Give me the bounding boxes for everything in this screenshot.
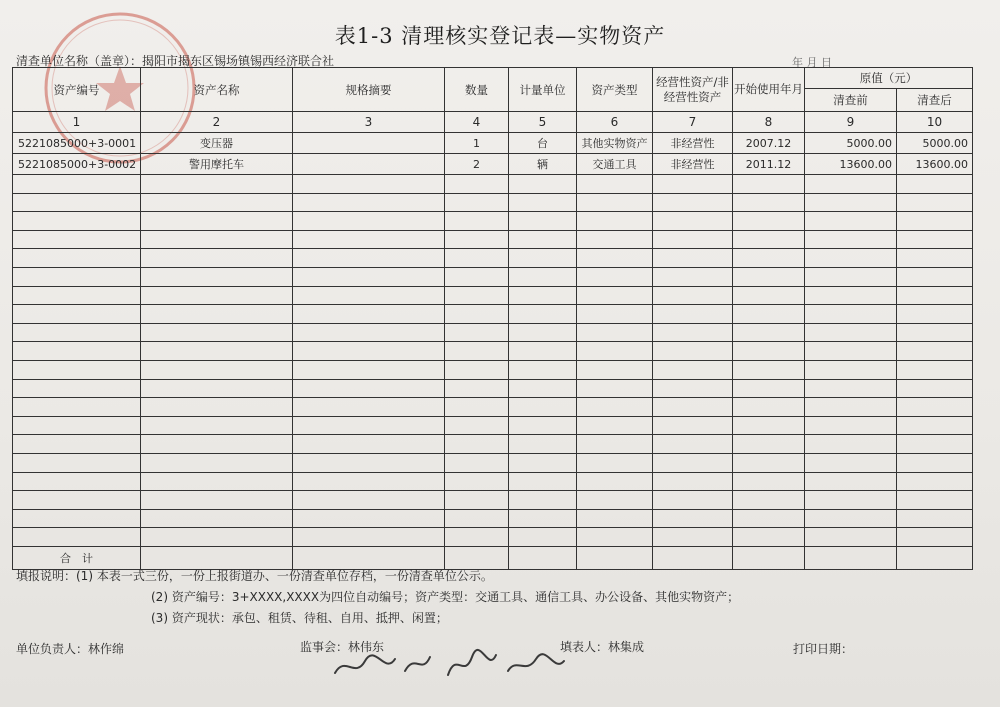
index-cell: 1 bbox=[13, 112, 141, 133]
empty-cell bbox=[13, 435, 141, 454]
empty-cell bbox=[509, 323, 577, 342]
empty-cell bbox=[445, 528, 509, 547]
unit-name-value: 揭阳市揭东区锡场镇锡西经济联合社 bbox=[142, 54, 335, 68]
empty-cell bbox=[141, 193, 293, 212]
empty-cell bbox=[577, 472, 653, 491]
empty-cell bbox=[577, 212, 653, 231]
empty-cell bbox=[141, 342, 293, 361]
empty-cell bbox=[733, 342, 805, 361]
index-cell: 8 bbox=[733, 112, 805, 133]
signature-supervisor: 监事会：林伟东 bbox=[300, 640, 385, 654]
empty-cell bbox=[805, 323, 897, 342]
empty-cell bbox=[733, 212, 805, 231]
header-before: 清查前 bbox=[805, 89, 897, 112]
empty-cell bbox=[141, 305, 293, 324]
empty-cell bbox=[653, 398, 733, 417]
empty-row bbox=[13, 193, 973, 212]
empty-cell bbox=[141, 360, 293, 379]
empty-row bbox=[13, 360, 973, 379]
empty-cell bbox=[293, 379, 445, 398]
empty-cell bbox=[293, 212, 445, 231]
empty-cell bbox=[13, 212, 141, 231]
empty-cell bbox=[805, 491, 897, 510]
empty-cell bbox=[445, 267, 509, 286]
empty-cell bbox=[293, 360, 445, 379]
empty-row bbox=[13, 230, 973, 249]
empty-cell bbox=[509, 453, 577, 472]
empty-cell bbox=[653, 323, 733, 342]
empty-row bbox=[13, 398, 973, 417]
empty-cell bbox=[897, 472, 973, 491]
index-cell: 3 bbox=[293, 112, 445, 133]
empty-cell bbox=[577, 175, 653, 194]
empty-cell bbox=[141, 491, 293, 510]
empty-cell bbox=[141, 528, 293, 547]
header-asset-code: 资产编号 bbox=[13, 68, 141, 112]
index-cell: 10 bbox=[897, 112, 973, 133]
cell-after: 5000.00 bbox=[897, 133, 973, 154]
cell-name: 变压器 bbox=[141, 133, 293, 154]
empty-cell bbox=[141, 175, 293, 194]
empty-cell bbox=[653, 230, 733, 249]
empty-cell bbox=[733, 472, 805, 491]
page-title: 表1-3 清理核实登记表—实物资产 bbox=[334, 24, 666, 48]
empty-cell bbox=[733, 249, 805, 268]
header-asset-type: 资产类型 bbox=[577, 68, 653, 112]
empty-cell bbox=[141, 472, 293, 491]
empty-cell bbox=[293, 453, 445, 472]
empty-cell bbox=[141, 230, 293, 249]
empty-cell bbox=[653, 360, 733, 379]
empty-row bbox=[13, 249, 973, 268]
empty-cell bbox=[897, 193, 973, 212]
empty-cell bbox=[445, 175, 509, 194]
empty-cell bbox=[13, 249, 141, 268]
empty-cell bbox=[509, 416, 577, 435]
empty-cell bbox=[445, 360, 509, 379]
empty-row bbox=[13, 435, 973, 454]
header-asset-name: 资产名称 bbox=[141, 68, 293, 112]
empty-cell bbox=[445, 435, 509, 454]
empty-cell bbox=[897, 528, 973, 547]
signature-responsible: 单位负责人：林作绵 bbox=[16, 642, 125, 656]
empty-cell bbox=[13, 416, 141, 435]
empty-cell bbox=[733, 398, 805, 417]
header-quantity: 数量 bbox=[445, 68, 509, 112]
empty-cell bbox=[293, 249, 445, 268]
empty-cell bbox=[653, 528, 733, 547]
header-original-value: 原值（元） bbox=[805, 68, 973, 89]
empty-cell bbox=[653, 379, 733, 398]
empty-cell bbox=[897, 360, 973, 379]
empty-cell bbox=[733, 175, 805, 194]
empty-cell bbox=[509, 398, 577, 417]
empty-row bbox=[13, 416, 973, 435]
empty-cell bbox=[577, 453, 653, 472]
empty-cell bbox=[653, 453, 733, 472]
cell-unit: 台 bbox=[509, 133, 577, 154]
empty-row bbox=[13, 342, 973, 361]
empty-cell bbox=[509, 230, 577, 249]
header-start-date: 开始使用年月 bbox=[733, 68, 805, 112]
empty-cell bbox=[293, 416, 445, 435]
empty-cell bbox=[805, 230, 897, 249]
empty-cell bbox=[445, 509, 509, 528]
empty-cell bbox=[733, 305, 805, 324]
cell-before: 5000.00 bbox=[805, 133, 897, 154]
empty-cell bbox=[13, 472, 141, 491]
empty-cell bbox=[897, 491, 973, 510]
note-line: (2) 资产编号：3+XXXX,XXXX为四位自动编号；资产类型：交通工具、通信工具、办公设备、其他实物资产； bbox=[151, 590, 740, 604]
empty-cell bbox=[805, 267, 897, 286]
empty-cell bbox=[805, 193, 897, 212]
empty-cell bbox=[733, 286, 805, 305]
empty-cell bbox=[13, 323, 141, 342]
unit-name-label: 清查单位名称（盖章）： bbox=[16, 54, 143, 68]
empty-cell bbox=[509, 249, 577, 268]
empty-cell bbox=[13, 230, 141, 249]
handwritten-signatures bbox=[330, 645, 570, 685]
empty-cell bbox=[577, 491, 653, 510]
empty-cell bbox=[509, 379, 577, 398]
empty-cell bbox=[733, 267, 805, 286]
empty-row bbox=[13, 509, 973, 528]
empty-rows bbox=[13, 175, 973, 547]
empty-cell bbox=[733, 528, 805, 547]
empty-cell bbox=[445, 342, 509, 361]
empty-cell bbox=[897, 286, 973, 305]
empty-cell bbox=[805, 249, 897, 268]
index-cell: 9 bbox=[805, 112, 897, 133]
empty-cell bbox=[577, 230, 653, 249]
empty-cell bbox=[445, 398, 509, 417]
empty-cell bbox=[733, 193, 805, 212]
empty-cell bbox=[897, 249, 973, 268]
empty-cell bbox=[445, 379, 509, 398]
empty-cell bbox=[653, 193, 733, 212]
empty-cell bbox=[509, 472, 577, 491]
empty-cell bbox=[509, 491, 577, 510]
empty-cell bbox=[577, 528, 653, 547]
empty-row bbox=[13, 472, 973, 491]
empty-cell bbox=[577, 398, 653, 417]
empty-cell bbox=[653, 509, 733, 528]
empty-cell bbox=[805, 286, 897, 305]
cell-before: 13600.00 bbox=[805, 154, 897, 175]
empty-row bbox=[13, 305, 973, 324]
empty-cell bbox=[577, 360, 653, 379]
empty-cell bbox=[445, 305, 509, 324]
empty-cell bbox=[509, 267, 577, 286]
empty-cell bbox=[293, 528, 445, 547]
empty-cell bbox=[577, 379, 653, 398]
total-label: 合 计 bbox=[13, 546, 141, 569]
empty-cell bbox=[445, 212, 509, 231]
empty-cell bbox=[141, 267, 293, 286]
empty-cell bbox=[897, 342, 973, 361]
empty-cell bbox=[13, 175, 141, 194]
header-spec: 规格摘要 bbox=[293, 68, 445, 112]
empty-cell bbox=[653, 175, 733, 194]
empty-cell bbox=[897, 323, 973, 342]
cell-code: 5221085000+3-0001 bbox=[13, 133, 141, 154]
empty-cell bbox=[509, 193, 577, 212]
empty-cell bbox=[805, 379, 897, 398]
empty-cell bbox=[445, 323, 509, 342]
empty-cell bbox=[897, 175, 973, 194]
empty-cell bbox=[141, 249, 293, 268]
empty-cell bbox=[509, 509, 577, 528]
print-date: 打印日期： bbox=[793, 642, 854, 656]
index-cell: 5 bbox=[509, 112, 577, 133]
cell-type: 其他实物资产 bbox=[577, 133, 653, 154]
empty-cell bbox=[293, 323, 445, 342]
date-field: 年 月 日 bbox=[792, 56, 832, 69]
empty-cell bbox=[445, 230, 509, 249]
empty-cell bbox=[293, 342, 445, 361]
empty-cell bbox=[897, 416, 973, 435]
index-cell: 4 bbox=[445, 112, 509, 133]
empty-cell bbox=[577, 305, 653, 324]
empty-cell bbox=[141, 435, 293, 454]
empty-cell bbox=[509, 435, 577, 454]
empty-cell bbox=[897, 212, 973, 231]
empty-cell bbox=[445, 193, 509, 212]
empty-cell bbox=[733, 509, 805, 528]
empty-cell bbox=[733, 230, 805, 249]
empty-cell bbox=[653, 435, 733, 454]
empty-row bbox=[13, 212, 973, 231]
empty-cell bbox=[13, 528, 141, 547]
empty-cell bbox=[653, 305, 733, 324]
empty-cell bbox=[577, 267, 653, 286]
cell-spec bbox=[293, 154, 445, 175]
empty-cell bbox=[13, 305, 141, 324]
empty-cell bbox=[733, 379, 805, 398]
empty-cell bbox=[13, 267, 141, 286]
empty-cell bbox=[141, 509, 293, 528]
empty-cell bbox=[577, 509, 653, 528]
empty-cell bbox=[733, 491, 805, 510]
empty-cell bbox=[293, 435, 445, 454]
empty-cell bbox=[509, 212, 577, 231]
empty-cell bbox=[653, 267, 733, 286]
empty-cell bbox=[293, 286, 445, 305]
empty-cell bbox=[141, 453, 293, 472]
empty-cell bbox=[897, 453, 973, 472]
header-operating: 经营性资产/非经营性资产 bbox=[653, 68, 733, 112]
empty-cell bbox=[805, 528, 897, 547]
empty-cell bbox=[897, 509, 973, 528]
empty-row bbox=[13, 528, 973, 547]
cell-unit: 辆 bbox=[509, 154, 577, 175]
empty-cell bbox=[293, 305, 445, 324]
empty-cell bbox=[653, 212, 733, 231]
empty-cell bbox=[141, 379, 293, 398]
empty-row bbox=[13, 491, 973, 510]
empty-cell bbox=[293, 267, 445, 286]
empty-cell bbox=[509, 342, 577, 361]
empty-cell bbox=[509, 175, 577, 194]
empty-cell bbox=[577, 249, 653, 268]
empty-cell bbox=[897, 379, 973, 398]
empty-cell bbox=[733, 323, 805, 342]
cell-date: 2007.12 bbox=[733, 133, 805, 154]
empty-cell bbox=[509, 305, 577, 324]
empty-cell bbox=[293, 398, 445, 417]
cell-qty: 1 bbox=[445, 133, 509, 154]
cell-spec bbox=[293, 133, 445, 154]
empty-cell bbox=[577, 193, 653, 212]
index-cell: 2 bbox=[141, 112, 293, 133]
empty-cell bbox=[733, 360, 805, 379]
empty-cell bbox=[293, 230, 445, 249]
table-row bbox=[13, 133, 973, 154]
empty-cell bbox=[509, 286, 577, 305]
empty-cell bbox=[13, 379, 141, 398]
note-line: (3) 资产现状：承包、租赁、待租、自用、抵押、闲置； bbox=[151, 611, 448, 625]
empty-cell bbox=[653, 286, 733, 305]
empty-cell bbox=[805, 453, 897, 472]
empty-cell bbox=[293, 491, 445, 510]
empty-cell bbox=[293, 472, 445, 491]
empty-cell bbox=[653, 249, 733, 268]
empty-cell bbox=[897, 435, 973, 454]
cell-operating: 非经营性 bbox=[653, 154, 733, 175]
header-unit: 计量单位 bbox=[509, 68, 577, 112]
index-cell: 7 bbox=[653, 112, 733, 133]
empty-row bbox=[13, 323, 973, 342]
empty-cell bbox=[13, 342, 141, 361]
empty-cell bbox=[293, 175, 445, 194]
empty-cell bbox=[445, 286, 509, 305]
empty-cell bbox=[805, 305, 897, 324]
cell-date: 2011.12 bbox=[733, 154, 805, 175]
empty-cell bbox=[13, 491, 141, 510]
cell-code: 5221085000+3-0002 bbox=[13, 154, 141, 175]
cell-type: 交通工具 bbox=[577, 154, 653, 175]
empty-cell bbox=[805, 472, 897, 491]
cell-after: 13600.00 bbox=[897, 154, 973, 175]
empty-cell bbox=[805, 398, 897, 417]
cell-qty: 2 bbox=[445, 154, 509, 175]
empty-row bbox=[13, 379, 973, 398]
empty-cell bbox=[805, 360, 897, 379]
signature-filler: 填表人：林集成 bbox=[560, 640, 645, 654]
cell-operating: 非经营性 bbox=[653, 133, 733, 154]
empty-cell bbox=[577, 416, 653, 435]
empty-cell bbox=[897, 305, 973, 324]
empty-cell bbox=[897, 398, 973, 417]
empty-row bbox=[13, 453, 973, 472]
empty-cell bbox=[445, 491, 509, 510]
header-after: 清查后 bbox=[897, 89, 973, 112]
empty-row bbox=[13, 286, 973, 305]
note-line: 填报说明：(1) 本表一式三份，一份上报街道办、一份清查单位存档，一份清查单位公示。 bbox=[16, 569, 493, 583]
table-row bbox=[13, 154, 973, 175]
empty-row bbox=[13, 267, 973, 286]
empty-cell bbox=[577, 323, 653, 342]
empty-cell bbox=[653, 416, 733, 435]
empty-cell bbox=[897, 267, 973, 286]
empty-cell bbox=[653, 491, 733, 510]
empty-cell bbox=[445, 453, 509, 472]
empty-cell bbox=[509, 360, 577, 379]
empty-cell bbox=[733, 416, 805, 435]
empty-cell bbox=[13, 509, 141, 528]
empty-cell bbox=[805, 416, 897, 435]
empty-cell bbox=[805, 212, 897, 231]
empty-cell bbox=[653, 342, 733, 361]
empty-cell bbox=[805, 175, 897, 194]
empty-cell bbox=[13, 193, 141, 212]
empty-cell bbox=[445, 416, 509, 435]
empty-cell bbox=[141, 323, 293, 342]
empty-cell bbox=[293, 193, 445, 212]
empty-cell bbox=[653, 472, 733, 491]
empty-cell bbox=[13, 453, 141, 472]
empty-cell bbox=[13, 286, 141, 305]
empty-cell bbox=[13, 398, 141, 417]
empty-cell bbox=[577, 435, 653, 454]
asset-register-table bbox=[12, 67, 973, 570]
empty-cell bbox=[141, 416, 293, 435]
fill-instructions bbox=[16, 566, 739, 629]
empty-cell bbox=[141, 286, 293, 305]
empty-cell bbox=[577, 286, 653, 305]
column-index-row bbox=[13, 112, 973, 133]
empty-cell bbox=[141, 398, 293, 417]
empty-cell bbox=[897, 230, 973, 249]
empty-cell bbox=[509, 528, 577, 547]
empty-cell bbox=[733, 435, 805, 454]
empty-cell bbox=[733, 453, 805, 472]
empty-cell bbox=[577, 342, 653, 361]
cell-name: 警用摩托车 bbox=[141, 154, 293, 175]
empty-cell bbox=[805, 509, 897, 528]
empty-cell bbox=[13, 360, 141, 379]
empty-cell bbox=[293, 509, 445, 528]
empty-cell bbox=[805, 435, 897, 454]
empty-cell bbox=[805, 342, 897, 361]
empty-row bbox=[13, 175, 973, 194]
empty-cell bbox=[141, 212, 293, 231]
empty-cell bbox=[445, 472, 509, 491]
index-cell: 6 bbox=[577, 112, 653, 133]
empty-cell bbox=[445, 249, 509, 268]
